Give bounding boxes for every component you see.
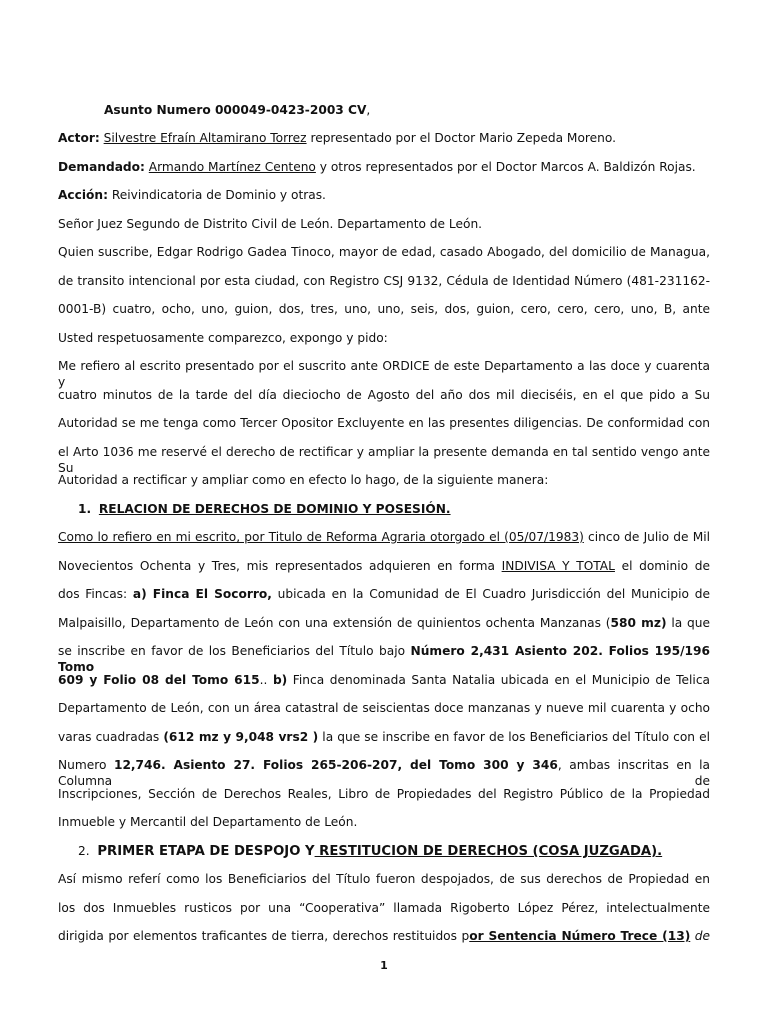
- s1-line-3: [58, 586, 710, 602]
- s1-line-5: [58, 643, 710, 675]
- actor-name: Silvestre Efraín Altamirano Torrez: [103, 131, 307, 145]
- salutation: Señor Juez Segundo de Distrito Civil de León. Departamento de León.: [58, 217, 483, 231]
- section-2-title-a: PRIMER ETAPA DE DESPOJO Y: [97, 844, 315, 859]
- s2-l3-a: dirigida por elementos traficantes de tierra, derechos restituidos p: [58, 929, 470, 943]
- s1-line-11: Inmueble y Mercantil del Departamento de León.: [58, 815, 358, 829]
- s1-line-8: [58, 729, 710, 745]
- section-2-number: 2.: [78, 844, 90, 858]
- s1-registry-2: 12,746. Asiento 27. Folios 265-206-207, del Tomo 300 y 346: [113, 758, 558, 772]
- s1-line-7: Departamento de León, con un área catastral de seiscientas doce manzanas y nueve mil cuarenta y ocho: [58, 701, 710, 715]
- actor-line: [58, 130, 710, 146]
- p1-line-1: Me refiero al escrito presentado por el suscrito ante ORDICE de este Departamento a las doce y cuarenta y: [58, 359, 710, 389]
- s2-l3-c: de: [690, 929, 710, 943]
- s1-l1-rest: cinco de Julio de Mil: [583, 530, 710, 544]
- section-2-title-b: RESTITUCION DE DERECHOS (COSA JUZGADA).: [314, 844, 663, 859]
- s1-finca-socorro: a) Finca El Socorro,: [132, 587, 272, 601]
- s1-title-ref: Como lo refiero en mi escrito, por Titulo de Reforma Agraria otorgado el (05/07/1983): [58, 530, 584, 544]
- actor-label: Actor:: [58, 131, 100, 145]
- s2-line-2: los dos Inmuebles rusticos por una “Cooperativa” llamada Rigoberto López Pérez, intelectualmente: [58, 901, 710, 915]
- s1-line-10: Inscripciones, Sección de Derechos Reales, Libro de Propiedades del Registro Público de la Propiedad: [58, 787, 710, 801]
- s1-l3-a: dos Fincas:: [58, 587, 133, 601]
- s1-580mz: 580 mz): [610, 616, 667, 630]
- section-1-title: RELACION DE DERECHOS DE DOMINIO Y POSESIÓN.: [98, 502, 451, 516]
- actor-rest: representado por el Doctor Mario Zepeda Moreno.: [310, 131, 616, 145]
- asunto-suffix: ,: [366, 103, 371, 117]
- s1-l2-b: el dominio de: [614, 559, 711, 573]
- s2-line-1: Así mismo referí como los Beneficiarios del Título fueron despojados, de sus derechos de Propiedad en: [58, 872, 710, 886]
- s1-indivisa: INDIVISA Y TOTAL: [501, 559, 615, 573]
- s1-612mz: (612 mz y 9,048 vrs2 ): [163, 730, 319, 744]
- demandado-name: Armando Martínez Centeno: [148, 160, 316, 174]
- demandado-line: [58, 159, 710, 175]
- p1-line-5: Autoridad a rectificar y ampliar como en efecto lo hago, de la siguiente manera:: [58, 473, 549, 487]
- s2-sentencia: or Sentencia Número Trece (13): [469, 929, 691, 943]
- intro-line-1: Quien suscribe, Edgar Rodrigo Gadea Tinoco, mayor de edad, casado Abogado, del domicilio de Managua,: [58, 245, 710, 259]
- s1-line-9: [58, 757, 710, 789]
- intro-line-4: Usted respetuosamente comparezco, expongo y pido:: [58, 331, 388, 345]
- s1-l2-a: Novecientos Ochenta y Tres, mis representados adquieren en forma: [58, 559, 502, 573]
- s1-line-6: [58, 672, 710, 688]
- s1-line-1: [58, 529, 710, 545]
- accion-line: [58, 187, 710, 203]
- p1-line-3: Autoridad se me tenga como Tercer Opositor Excluyente en las presentes diligencias. De conformidad con: [58, 416, 710, 430]
- s1-registry-1b: 609 y Folio 08 del Tomo 615: [58, 673, 260, 687]
- s1-l6-d: Finca denominada Santa Natalia ubicada en el Municipio de Telica: [287, 673, 710, 687]
- s1-l4-c: la que: [666, 616, 711, 630]
- s1-l4-a: Malpaisillo, Departamento de León con una extensión de quinientos ochenta Manzanas (: [58, 616, 611, 630]
- demandado-rest: y otros representados por el Doctor Marcos A. Baldizón Rojas.: [319, 160, 696, 174]
- s1-l9-c: , ambas inscritas en la Columna de: [58, 758, 711, 788]
- demandado-label: Demandado:: [58, 160, 145, 174]
- s2-line-3: [58, 928, 710, 944]
- section-2-heading: [78, 843, 730, 860]
- s1-l8-c: la que se inscribe en favor de los Beneficiarios del Título con el: [318, 730, 711, 744]
- s1-l6-b: ..: [259, 673, 273, 687]
- page-number: 1: [380, 959, 388, 972]
- s1-l5-a: se inscribe en favor de los Beneficiarios del Título bajo: [58, 644, 411, 658]
- intro-line-2: de transito intencional por esta ciudad, con Registro CSJ 9132, Cédula de Identidad Número (481-231162-: [58, 274, 710, 288]
- s1-l9-a: Numero: [58, 758, 114, 772]
- accion-label: Acción:: [58, 188, 108, 202]
- s1-l3-c: ubicada en la Comunidad de El Cuadro Jurisdicción del Municipio de: [271, 587, 710, 601]
- intro-line-3: 0001-B) cuatro, ocho, uno, guion, dos, tres, uno, uno, seis, dos, guion, cero, cero, cero, uno, B, ante: [58, 302, 710, 316]
- asunto-line: [104, 102, 756, 118]
- accion-rest: Reivindicatoria de Dominio y otras.: [111, 188, 326, 202]
- asunto-label: Asunto Numero 000049-0423-2003 CV: [104, 103, 367, 117]
- s1-registry-1: Número 2,431 Asiento 202. Folios 195/196 Tomo: [58, 644, 710, 674]
- section-1-heading: [78, 501, 730, 517]
- p1-line-2: cuatro minutos de la tarde del día dieciocho de Agosto del año dos mil dieciséis, en el que pido a Su: [58, 388, 710, 402]
- s1-l8-a: varas cuadradas: [58, 730, 164, 744]
- s1-line-4: [58, 615, 710, 631]
- s1-line-2: [58, 558, 710, 574]
- p1-line-4: el Arto 1036 me reservé el derecho de rectificar y ampliar la presente demanda en tal sentido vengo ante Su: [58, 445, 710, 475]
- s1-b-marker: b): [272, 673, 288, 687]
- section-1-number: 1.: [78, 502, 92, 516]
